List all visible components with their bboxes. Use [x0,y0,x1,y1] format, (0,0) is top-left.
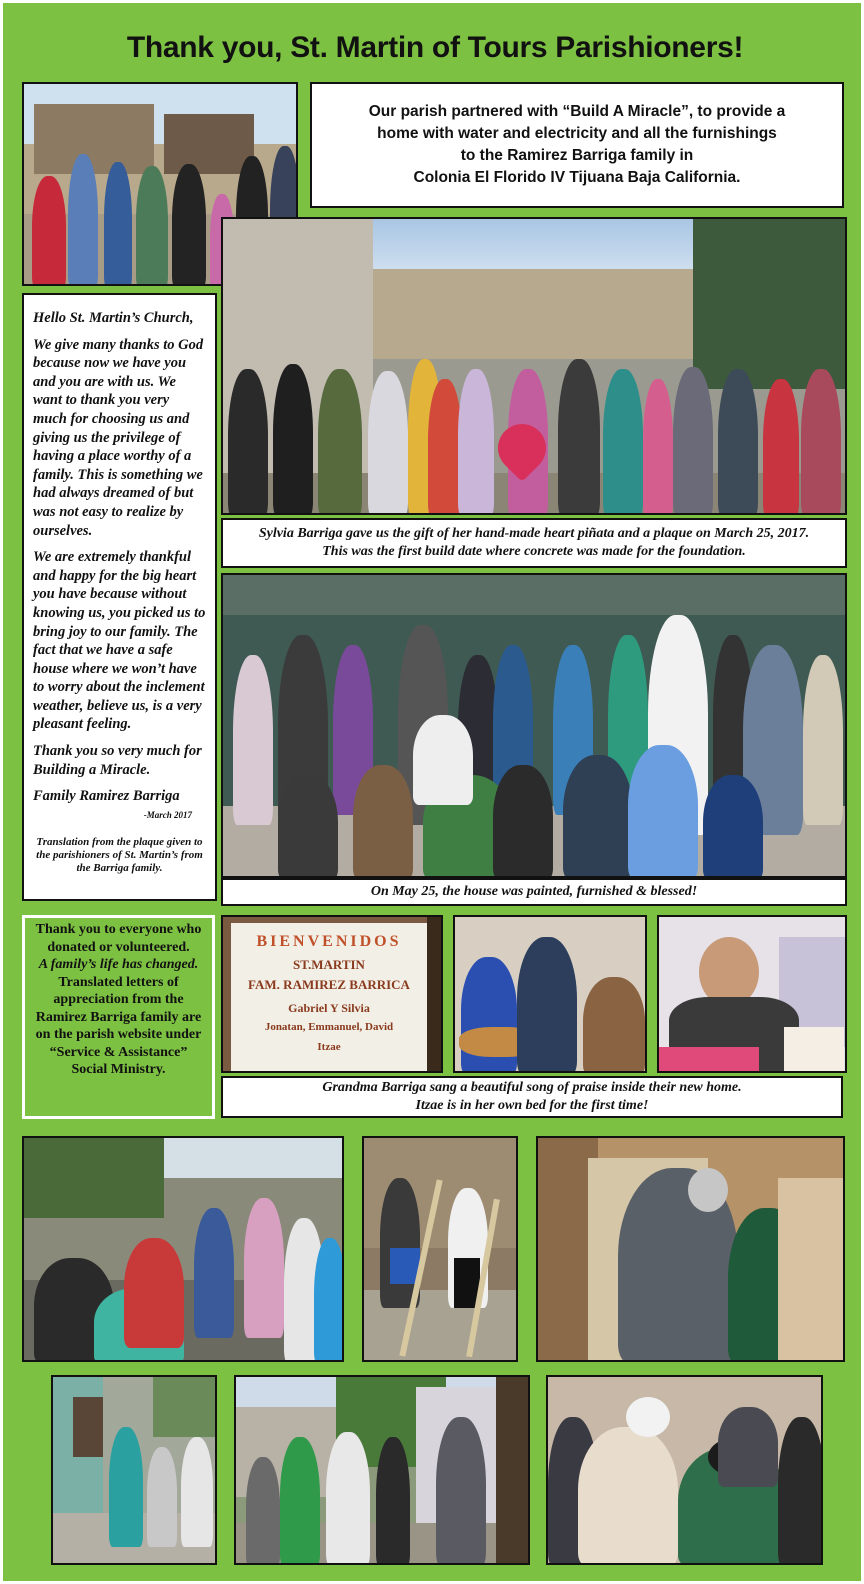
letter-paragraph-3: Thank you so very much for Building a Miracle. [33,743,202,778]
photo-kids-shovels [362,1136,518,1362]
family-letter [22,293,217,901]
photo-hillside-group [221,217,847,515]
photo-painting-wall [51,1375,217,1565]
intro-line-2: home with water and electricity and all the furnishings [377,125,777,142]
photo-volunteers-tree [234,1375,530,1565]
letter-translation-note: Translation from the plaque given to the parishioners of St. Martin’s from the Barriga family. [36,836,203,875]
photo-painted-house-group [221,573,847,878]
letter-date: -March 2017 [143,809,192,820]
sign-line-3: FAM. RAMIREZ BARRICA [248,977,410,992]
sign-line-5: Jonatan, Emmanuel, David [264,1021,394,1033]
page-title: Thank you, St. Martin of Tours Parishioners! [126,31,744,64]
caption-grandma-line-1: Grandma Barriga sang a beautiful song of praise inside their new home. [322,1080,742,1095]
letter-greeting: Hello St. Martin’s Church, [33,310,194,326]
caption-grandma [221,1076,843,1118]
photo-grandma-singing [453,915,647,1073]
photo-wall-insulation [536,1136,845,1362]
sign-line-1: BIENVENIDOS [256,933,402,950]
caption-first-build [221,518,847,568]
thanks-box [22,915,215,1119]
intro-line-1: Our parish partnered with “Build A Miracle”, to provide a [368,103,786,120]
letter-paragraph-2: We are extremely thankful and happy for the big heart you have because without knowing us, you picked us to bring joy to our family. The fact that we have a safe house where we won’t have to worry about the inclement weather, believe us, is a very pleasant feeling. [33,549,206,733]
sign-line-6: Itzae [317,1041,341,1053]
caption-first-build-line-1: Sylvia Barriga gave us the gift of her hand-made heart piñata and a plaque on March 25, 2017. [258,526,810,541]
thanks-line-2: A family’s life has changed. [38,957,199,972]
caption-first-build-line-2: This was the first build date where concrete was made for the foundation. [322,544,746,559]
photo-foundation-work [22,1136,344,1362]
photo-welcome-sign [221,915,443,1073]
photo-blessing-crowd [546,1375,823,1565]
intro-box [310,82,844,208]
sign-line-2: ST.MARTIN [293,957,365,972]
caption-grandma-line-2: Itzae is in her own bed for the first time! [415,1098,649,1113]
intro-line-3: to the Ramirez Barriga family in [460,147,694,164]
caption-painted [221,878,847,906]
photo-itzae-bed [657,915,847,1073]
intro-line-4: Colonia El Florido IV Tijuana Baja California. [413,169,741,186]
sign-line-4: Gabriel Y Silvia [288,1001,370,1015]
letter-paragraph-1: We give many thanks to God because now we have you and you are with us. We want to thank you very much for choosing us and giving us the privilege of having a place worthy of a family. This is something we had always dreamed of but was not easy to realize by ourselves. [33,336,204,539]
thanks-line-3: Translated letters of appreciation from the Ramirez Barriga family are on the parish website under “Service & Assistance” Social Ministry. [35,974,202,1077]
caption-painted-text: On May 25, the house was painted, furnished & blessed! [370,884,698,899]
thanks-line-1: Thank you to everyone who donated or volunteered. [35,922,202,955]
letter-signature: Family Ramirez Barriga [33,788,180,805]
